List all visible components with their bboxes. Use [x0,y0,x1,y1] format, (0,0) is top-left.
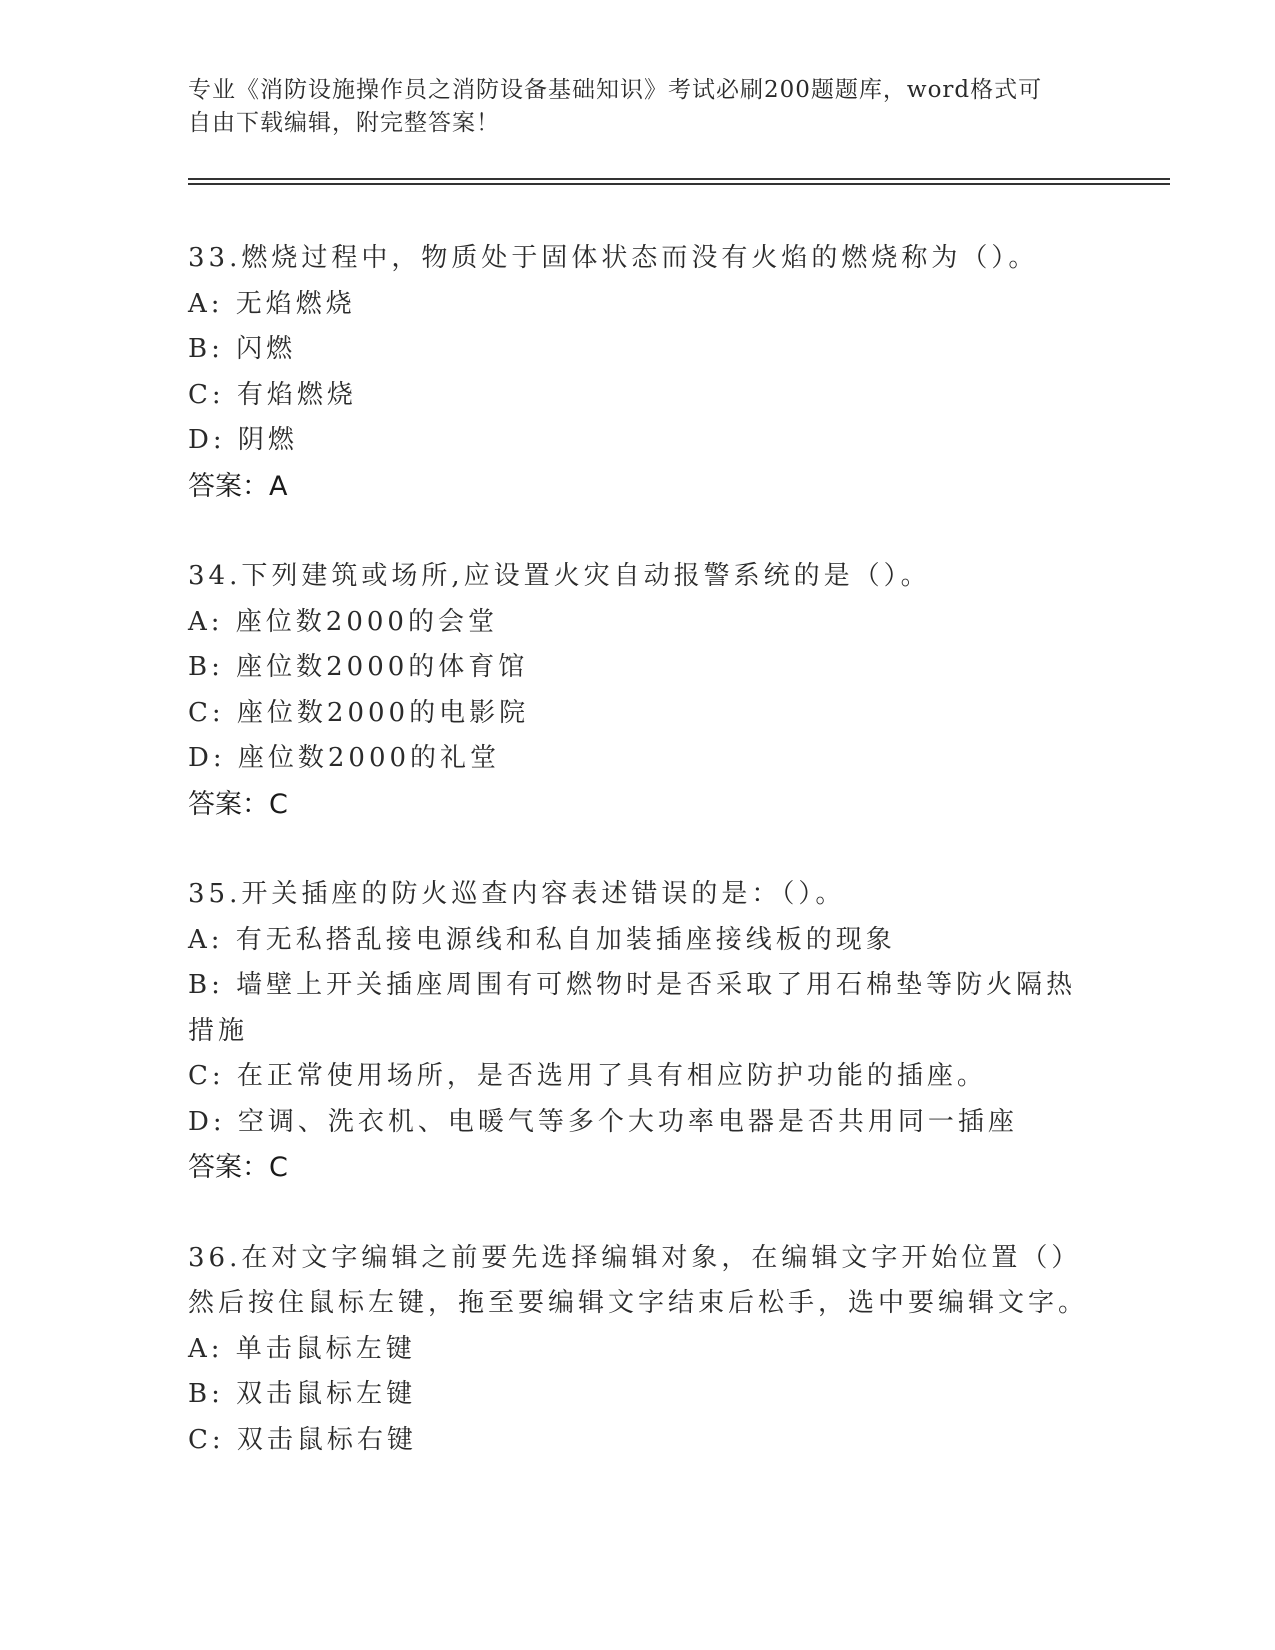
option-d: D: 空调、洗衣机、电暖气等多个大功率电器是否共用同一插座 [188,1106,1018,1137]
option-d: D: 座位数2000的礼堂 [188,743,501,773]
option-a: A: 单击鼠标左键 [188,1333,416,1364]
option-a: A: 座位数2000的会堂 [188,606,498,637]
question-list [188,236,1088,1508]
question-35 [188,872,1088,1191]
option-a: A: 有无私搭乱接电源线和私自加装插座接线板的现象 [188,924,896,955]
header-line-2: 自由下载编辑，附完整答案！ [188,110,500,136]
option-d: D: 阴燃 [188,425,298,455]
answer: 答案：C [188,1152,288,1183]
header-line-1: 专业《消防设施操作员之消防设备基础知识》考试必刷200题题库，word格式可 [188,77,1043,103]
option-b: B: 墙壁上开关插座周围有可燃物时是否采取了用石棉垫等防火隔热措施 [188,970,1077,1046]
answer: 答案：C [188,788,288,820]
document-header [188,74,1088,140]
option-a: A: 无焰燃烧 [188,288,356,319]
question-36 [188,1236,1088,1464]
question-text: 33.燃烧过程中，物质处于固体状态而没有火焰的燃烧称为（）。 [188,243,1039,273]
option-b: B: 双击鼠标左键 [188,1379,417,1409]
question-text: 34.下列建筑或场所,应设置火灾自动报警系统的是（）。 [188,561,931,591]
question-34 [188,554,1088,827]
answer: 答案：A [188,470,288,502]
option-b: B: 座位数2000的体育馆 [188,652,529,682]
option-c: C: 在正常使用场所，是否选用了具有相应防护功能的插座。 [188,1061,987,1091]
option-c: C: 有焰燃烧 [188,379,357,410]
question-text: 36.在对文字编辑之前要先选择编辑对象，在编辑文字开始位置（）然后按住鼠标左键，拖至要编辑文字结束后松手，选中要编辑文字。 [188,1242,1089,1318]
option-c: C: 座位数2000的电影院 [188,697,530,728]
option-b: B: 闪燃 [188,334,297,364]
option-c: C: 双击鼠标右键 [188,1424,417,1455]
question-text: 35.开关插座的防火巡查内容表述错误的是：（）。 [188,879,846,909]
header-divider-top [188,178,1170,180]
header-divider-bottom [188,183,1170,185]
question-33 [188,236,1088,509]
